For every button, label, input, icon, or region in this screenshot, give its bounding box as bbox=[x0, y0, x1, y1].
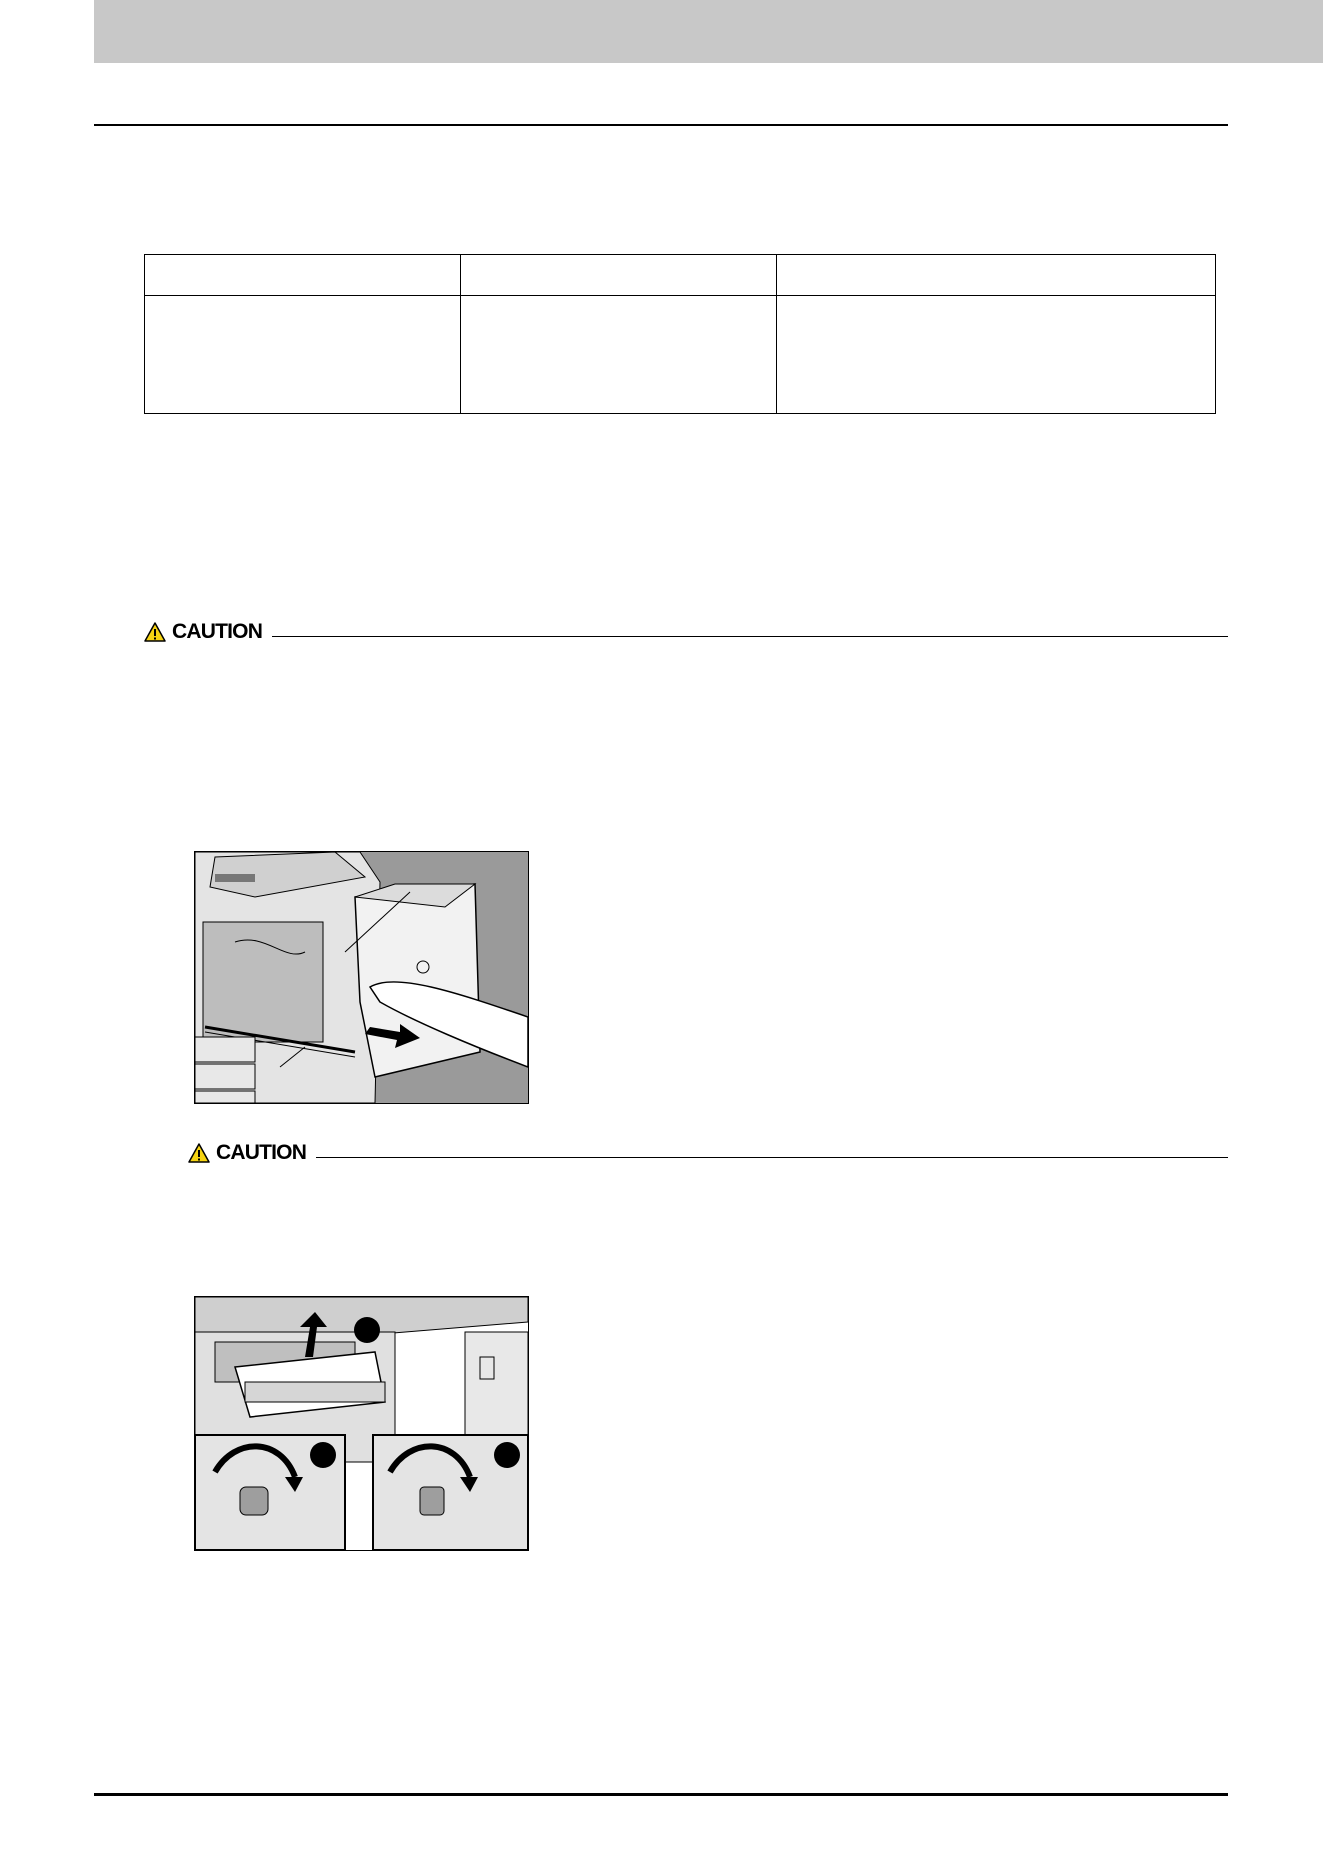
warning-triangle-icon bbox=[188, 1143, 210, 1163]
caution-rule bbox=[316, 1157, 1228, 1158]
spec-table bbox=[144, 254, 1216, 414]
table-cell bbox=[145, 255, 461, 296]
warning-triangle-icon bbox=[144, 622, 166, 642]
table-cell bbox=[777, 255, 1216, 296]
header-rule bbox=[94, 124, 1228, 126]
caution-heading bbox=[144, 620, 1228, 644]
table-header-row bbox=[145, 255, 1216, 296]
table-cell bbox=[461, 255, 777, 296]
table-row bbox=[145, 296, 1216, 414]
header-band bbox=[94, 0, 1323, 63]
table-cell bbox=[145, 296, 461, 414]
caution-label: CAUTION bbox=[216, 1141, 307, 1164]
remove-jammed-paper-illustration bbox=[194, 1296, 529, 1551]
caution-rule bbox=[272, 636, 1228, 637]
table-cell bbox=[461, 296, 777, 414]
footer-rule bbox=[94, 1793, 1228, 1796]
caution-label: CAUTION bbox=[172, 620, 263, 643]
pull-out-duplex-unit-illustration bbox=[194, 851, 529, 1104]
table-cell bbox=[777, 296, 1216, 414]
caution-heading bbox=[188, 1141, 1228, 1165]
